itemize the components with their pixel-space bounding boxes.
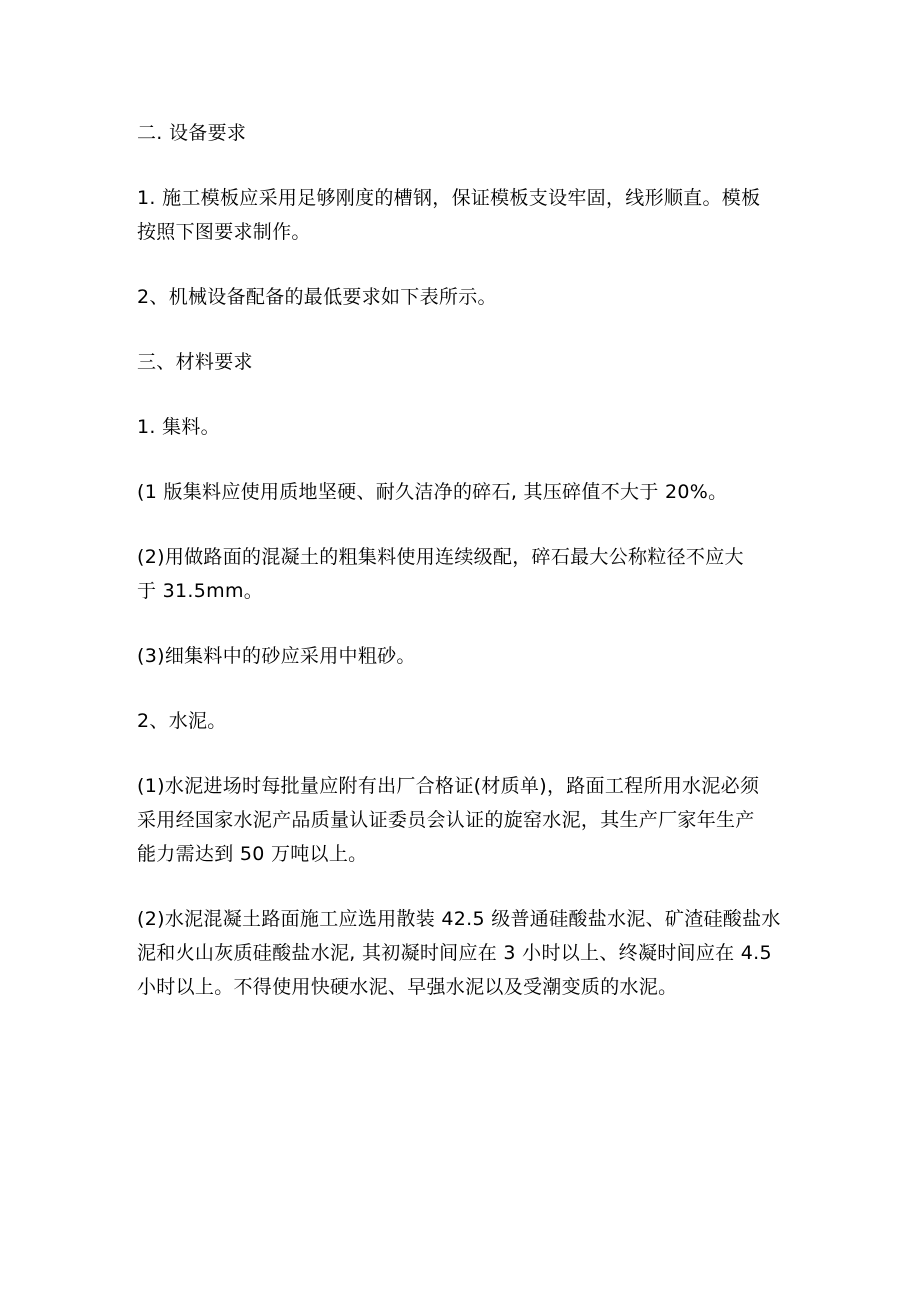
text-line: 2、机械设备配备的最低要求如下表所示。 bbox=[137, 286, 497, 308]
subheading-cement bbox=[137, 704, 787, 738]
paragraph-aggregate-3 bbox=[137, 639, 787, 673]
text-line: 于 31.5mm。 bbox=[137, 580, 264, 602]
document-body bbox=[137, 116, 787, 1004]
text-line: (1)水泥进场时每批量应附有出厂合格证(材质单)，路面工程所用水泥必须 bbox=[137, 775, 760, 797]
heading-material-requirements bbox=[137, 345, 787, 379]
text-line: 按照下图要求制作。 bbox=[137, 221, 311, 243]
text-line: (2)用做路面的混凝土的粗集料使用连续级配，碎石最大公称粒径不应大 bbox=[137, 546, 744, 568]
text-line: 二. 设备要求 bbox=[137, 122, 247, 144]
paragraph-aggregate-2 bbox=[137, 540, 787, 608]
paragraph-cement-1 bbox=[137, 769, 787, 871]
text-line: 采用经国家水泥产品质量认证委员会认证的旋窑水泥，其生产厂家年生产 bbox=[137, 809, 755, 831]
text-line: 三、材料要求 bbox=[137, 351, 253, 373]
paragraph-cement-2 bbox=[137, 902, 787, 1004]
text-line: 能力需达到 50 万吨以上。 bbox=[137, 843, 368, 865]
text-line: 2、水泥。 bbox=[137, 710, 227, 732]
text-line: (1 版集料应使用质地坚硬、耐久洁净的碎石, 其压碎值不大于 20%。 bbox=[137, 481, 728, 503]
text-line: 泥和火山灰质硅酸盐水泥, 其初凝时间应在 3 小时以上、终凝时间应在 4.5 bbox=[137, 942, 772, 964]
text-line: 1. 施工模板应采用足够刚度的槽钢，保证模板支设牢固，线形顺直。模板 bbox=[137, 187, 761, 209]
heading-equipment-requirements bbox=[137, 116, 787, 150]
text-line: 1. 集料。 bbox=[137, 416, 220, 438]
paragraph-machinery bbox=[137, 280, 787, 314]
paragraph-formwork bbox=[137, 181, 787, 249]
text-line: (3)细集料中的砂应采用中粗砂。 bbox=[137, 645, 416, 667]
text-line: 小时以上。不得使用快硬水泥、早强水泥以及受潮变质的水泥。 bbox=[137, 976, 678, 998]
text-line: (2)水泥混凝土路面施工应选用散装 42.5 级普通硅酸盐水泥、矿渣硅酸盐水 bbox=[137, 908, 781, 930]
subheading-aggregate bbox=[137, 410, 787, 444]
paragraph-aggregate-1 bbox=[137, 475, 787, 509]
